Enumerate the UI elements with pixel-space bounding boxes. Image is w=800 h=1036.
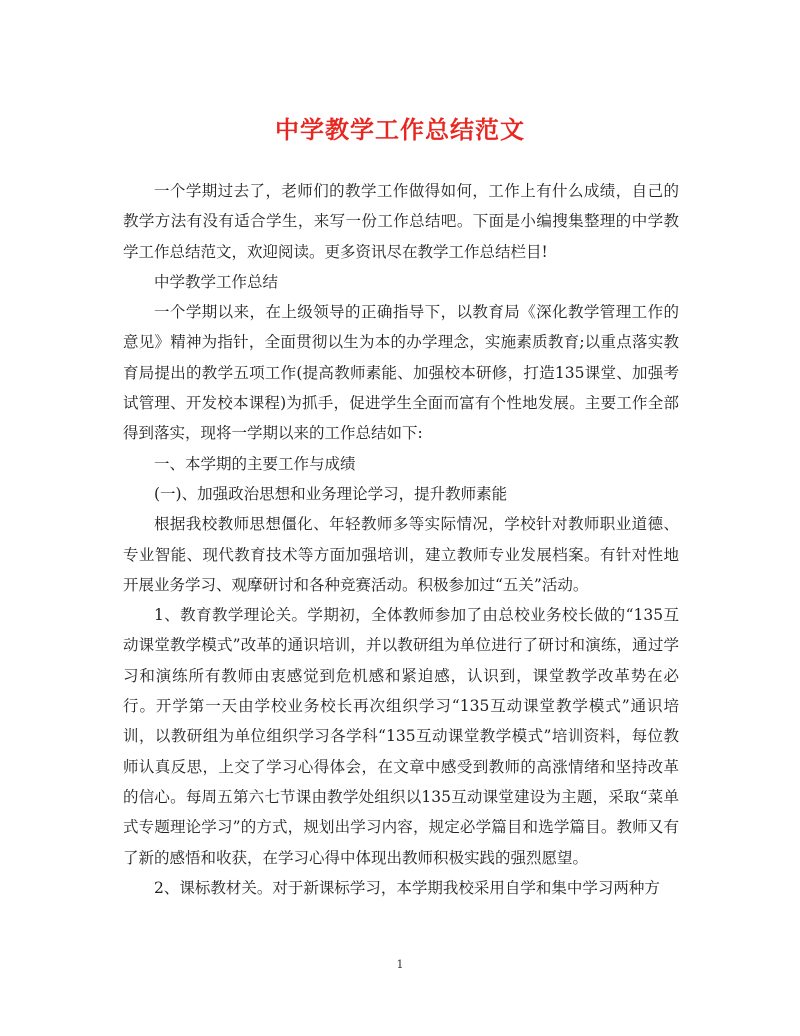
document-title: 中学教学工作总结范文 [275, 115, 525, 144]
overview-paragraph: 一个学期以来，在上级领导的正确指导下，以教育局《深化教学管理工作的意见》精神为指针，全面贯彻以生为本的办学理念，实施素质教育;以重点落实教育局提出的教学五项工作(提高教师素能、加强校本研修，打造135课堂、加强考试管理、开发校本课程)为抓手，促进学生全面而富有个性地发展。主要工作全部得到落实，现将一学期以来的工作总结如下: [123, 303, 679, 443]
page-number: 1 [396, 958, 404, 971]
intro-paragraph: 一个学期过去了，老师们的教学工作做得如何，工作上有什么成绩，自己的教学方法有没有适合学生，来写一份工作总结吧。下面是小编搜集整理的中学教学工作总结范文，欢迎阅读。更多资讯尽在教学工作总结栏目! [123, 182, 679, 261]
part-one-heading: 一、本学期的主要工作与成绩 [154, 454, 356, 473]
theory-paragraph: 1、教育教学理论关。学期初，全体教师参加了由总校业务校长做的“135互动课堂教学模式”改革的通识培训，并以教研组为单位进行了研讨和演练，通过学习和演练所有教师由衷感觉到危机感和紧迫感，认识到，课堂教学改革势在必行。开学第一天由学校业务校长再次组织学习“135互动课堂教学模式”通识培训，以教研组为单位组织学习各学科“135互动课堂教学模式”培训资料，每位教师认真反思，上交了学习心得体会，在文章中感受到教师的高涨情绪和坚持改革的信心。每周五第六七节课由教学处组织以135互动课堂建设为主题，采取“菜单式专题理论学习”的方式，规划出学习内容，规定必学篇目和选学篇目。教师又有了新的感悟和收获，在学习心得中体现出教师积极实践的强烈愿望。 [123, 606, 679, 867]
section-heading: 中学教学工作总结 [154, 272, 279, 291]
training-paragraph: 根据我校教师思想僵化、年轻教师多等实际情况，学校针对教师职业道德、专业智能、现代教育技术等方面加强培训，建立教师专业发展档案。有针对性地开展业务学习、观摩研讨和各种竞赛活动。积极参加过“五关”活动。 [123, 515, 679, 594]
curriculum-paragraph: 2、课标教材关。对于新课标学习，本学期我校采用自学和集中学习两种方 [154, 878, 660, 897]
document-body [123, 176, 679, 903]
subsection-heading: (一)、加强政治思想和业务理论学习，提升教师素能 [154, 484, 508, 503]
